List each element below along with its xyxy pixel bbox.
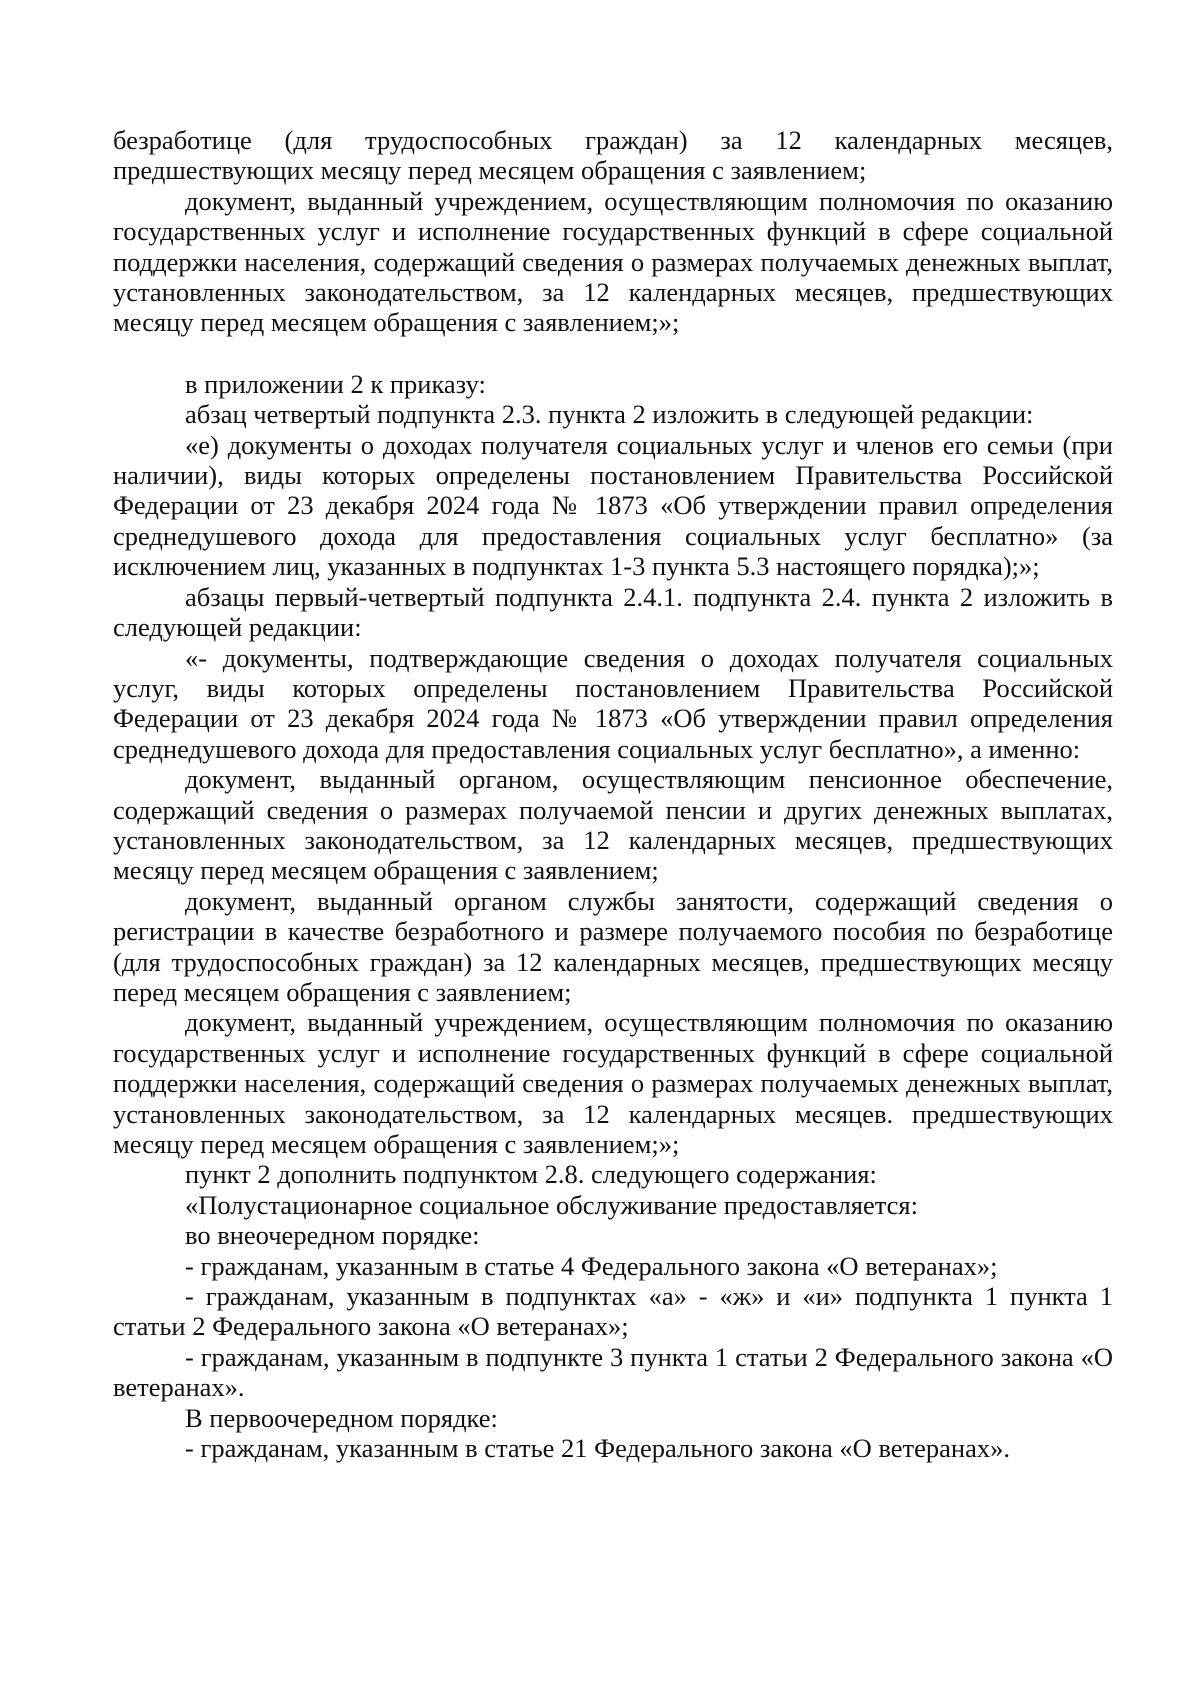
paragraph-18: - гражданам, указанным в статье 21 Федерального закона «О ветеранах». [185, 1433, 1010, 1464]
paragraph-14: - гражданам, указанным в статье 4 Федерального закона «О ветеранах»; [185, 1250, 998, 1281]
document-page [113, 125, 1113, 1463]
paragraph-9: документ, выданный органом службы занятости, содержащий сведения о регистрации в качестве безработного и размере получаемого пособия по безработице (для трудоспособных граждан) за 12 календарных месяцев, предшествующих месяцу перед месяцем обращения с заявлением; [113, 885, 1113, 1007]
paragraph-13: во внеочередном порядке: [185, 1220, 480, 1251]
paragraph-7: «- документы, подтверждающие сведения о доходах получателя социальных услуг, виды которых определены постановлением Правительства Российской Федерации от 23 декабря 2024 года № 1873 «Об утверждении правил определения среднедушевого дохода для предоставления социальных услуг бесплатно», а именно: [113, 642, 1113, 764]
paragraph-16: - гражданам, указанным в подпункте 3 пункта 1 статьи 2 Федерального закона «О ветеранах». [113, 1341, 1113, 1403]
paragraph-17: В первоочередном порядке: [185, 1402, 498, 1433]
paragraph-11: пункт 2 дополнить подпунктом 2.8. следующего содержания: [185, 1159, 877, 1190]
paragraph-5: «е) документы о доходах получателя социальных услуг и членов его семьи (при наличии), виды которых определены постановлением Правительства Российской Федерации от 23 декабря 2024 года № 1873 «Об утверждении правил определения среднедушевого дохода для предоставления социальных услуг бесплатно» (за исключением лиц, указанных в подпунктах 1-3 пункта 5.3 настоящего порядка);»; [113, 429, 1113, 582]
paragraph-15: - гражданам, указанным в подпунктах «а» - «ж» и «и» подпункта 1 пункта 1 статьи 2 Федерального закона «О ветеранах»; [113, 1281, 1113, 1342]
paragraph-gap [113, 338, 1113, 369]
paragraph-6: абзацы первый-четвертый подпункта 2.4.1. подпункта 2.4. пункта 2 изложить в следующей редакции: [113, 581, 1113, 643]
paragraph-3: в приложении 2 к приказу: [185, 368, 486, 399]
paragraph-4: абзац четвертый подпункта 2.3. пункта 2 изложить в следующей редакции: [185, 399, 1034, 430]
paragraph-1: безработице (для трудоспособных граждан) за 12 календарных месяцев, предшествующих месяцу перед месяцем обращения с заявлением; [113, 125, 1113, 186]
paragraph-2: документ, выданный учреждением, осуществляющим полномочия по оказанию государственных услуг и исполнение государственных функций в сфере социальной поддержки населения, содержащий сведения о размерах получаемых денежных выплат, установленных законодательством, за 12 календарных месяцев, предшествующих месяцу перед месяцем обращения с заявлением;»; [113, 185, 1113, 338]
paragraph-10: документ, выданный учреждением, осуществляющим полномочия по оказанию государственных услуг и исполнение государственных функций в сфере социальной поддержки населения, содержащий сведения о размерах получаемых денежных выплат, установленных законодательством, за 12 календарных месяцев. предшествующих месяцу перед месяцем обращения с заявлением;»; [113, 1007, 1113, 1159]
paragraph-8: документ, выданный органом, осуществляющим пенсионное обеспечение, содержащий сведения о размерах получаемой пенсии и других денежных выплатах, установленных законодательством, за 12 календарных месяцев, предшествующих месяцу перед месяцем обращения с заявлением; [113, 764, 1113, 886]
paragraph-12: «Полустационарное социальное обслуживание предоставляется: [185, 1189, 918, 1220]
